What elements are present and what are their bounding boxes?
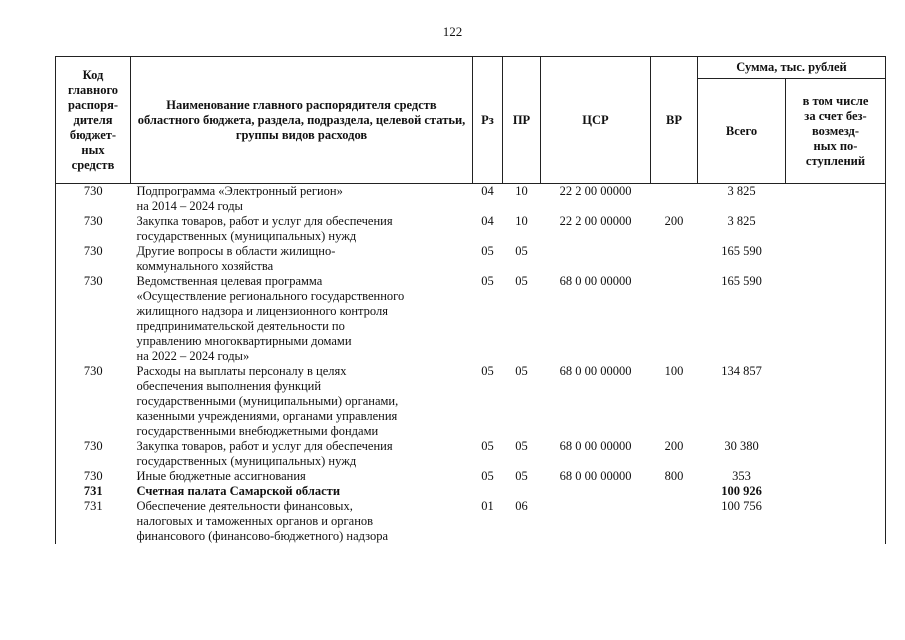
header-code: Код главного распоря- дителя бюджет- ных средств <box>56 57 131 184</box>
cell-vr: 100 <box>664 364 684 378</box>
cell-pr: 05 <box>515 274 528 288</box>
cell-pr: 05 <box>515 469 528 483</box>
table-row <box>56 274 886 364</box>
cell-total: 30 380 <box>724 439 759 453</box>
cell-code: 731 <box>56 499 131 544</box>
cell-rz: 05 <box>481 274 494 288</box>
cell-pr: 10 <box>515 214 528 228</box>
cell-vr <box>651 484 698 499</box>
table-row <box>56 214 886 244</box>
cell-total: 353 <box>732 469 751 483</box>
cell-including <box>786 214 886 244</box>
cell-code: 730 <box>56 184 131 215</box>
cell-csr: 68 0 00 00000 <box>559 274 632 288</box>
cell-csr <box>541 244 651 274</box>
header-sum: Сумма, тыс. рублей <box>698 57 886 79</box>
cell-total: 100 926 <box>721 484 762 498</box>
cell-including <box>786 439 886 469</box>
cell-name: Иные бюджетные ассигнования <box>136 469 306 483</box>
cell-including <box>786 274 886 364</box>
cell-csr: 68 0 00 00000 <box>559 439 632 453</box>
cell-vr: 800 <box>664 469 684 483</box>
cell-total: 3 825 <box>727 184 756 198</box>
header-pr: ПР <box>503 57 541 184</box>
cell-code: 730 <box>56 214 131 244</box>
cell-name: Ведомственная целевая программа «Осуществление регионального государственного жилищного надзора и лицензионного контроля предпринимательской деятельности по управлению многоквартирными домами на 2022 – 2024 годы» <box>136 274 405 363</box>
cell-vr: 200 <box>664 439 684 453</box>
table-row <box>56 439 886 469</box>
cell-csr <box>541 484 651 499</box>
cell-rz: 05 <box>481 244 494 258</box>
cell-total: 165 590 <box>721 244 762 258</box>
cell-name: Расходы на выплаты персоналу в целях обеспечения выполнения функций государственными (муниципальными) органами, казенными учреждениями, органами управления государственными внебюджетными фондами <box>136 364 399 438</box>
cell-name: Счетная палата Самарской области <box>136 484 341 498</box>
cell-total: 165 590 <box>721 274 762 288</box>
cell-total: 3 825 <box>727 214 756 228</box>
cell-including <box>786 184 886 215</box>
cell-including <box>786 244 886 274</box>
cell-name: Обеспечение деятельности финансовых, налоговых и таможенных органов и органов финансового (финансово-бюджетного) надзора <box>136 499 389 543</box>
header-name: Наименование главного распорядителя средств областного бюджета, раздела, подраздела, целевой статьи, группы видов расходов <box>131 57 473 184</box>
table-row <box>56 484 886 499</box>
cell-including <box>786 484 886 499</box>
header-vr: ВР <box>651 57 698 184</box>
cell-pr: 05 <box>515 244 528 258</box>
cell-name: Подпрограмма «Электронный регион» на 2014 – 2024 годы <box>136 184 343 213</box>
cell-pr: 05 <box>515 364 528 378</box>
cell-pr: 05 <box>515 439 528 453</box>
cell-csr: 22 2 00 00000 <box>559 214 632 228</box>
cell-vr: 200 <box>664 214 684 228</box>
cell-rz: 05 <box>481 439 494 453</box>
cell-vr <box>651 274 698 364</box>
header-total: Всего <box>698 79 786 184</box>
cell-rz: 04 <box>481 184 494 198</box>
table-body <box>56 184 886 545</box>
cell-code: 730 <box>56 364 131 439</box>
cell-vr <box>651 244 698 274</box>
cell-pr: 06 <box>515 499 528 513</box>
cell-including <box>786 499 886 544</box>
cell-vr <box>651 184 698 215</box>
cell-name: Закупка товаров, работ и услуг для обеспечения государственных (муниципальных) нужд <box>136 214 393 243</box>
cell-including <box>786 469 886 484</box>
table-row <box>56 184 886 215</box>
cell-name: Другие вопросы в области жилищно- коммунального хозяйства <box>136 244 336 273</box>
budget-table <box>55 56 886 544</box>
cell-code: 730 <box>56 469 131 484</box>
table-row <box>56 364 886 439</box>
cell-rz: 04 <box>481 214 494 228</box>
cell-including <box>786 364 886 439</box>
page-number: 122 <box>442 24 463 39</box>
header-including: в том числе за счет без- возмезд- ных по- ступлений <box>786 79 886 184</box>
table-row <box>56 499 886 544</box>
cell-rz: 05 <box>481 469 494 483</box>
cell-csr: 68 0 00 00000 <box>559 364 632 378</box>
cell-rz: 01 <box>481 499 494 513</box>
cell-code: 730 <box>56 439 131 469</box>
cell-code: 730 <box>56 274 131 364</box>
cell-pr: 10 <box>515 184 528 198</box>
cell-csr <box>541 499 651 544</box>
cell-csr: 22 2 00 00000 <box>559 184 632 198</box>
header-csr: ЦСР <box>541 57 651 184</box>
cell-vr <box>651 499 698 544</box>
cell-rz: 05 <box>481 364 494 378</box>
cell-rz <box>473 484 503 499</box>
cell-total: 134 857 <box>721 364 762 378</box>
table-row <box>56 244 886 274</box>
table-row <box>56 469 886 484</box>
cell-pr <box>503 484 541 499</box>
cell-name: Закупка товаров, работ и услуг для обеспечения государственных (муниципальных) нужд <box>136 439 393 468</box>
header-rz: Рз <box>473 57 503 184</box>
cell-csr: 68 0 00 00000 <box>559 469 632 483</box>
cell-code: 731 <box>56 484 131 499</box>
cell-total: 100 756 <box>721 499 762 513</box>
cell-code: 730 <box>56 244 131 274</box>
table-header <box>56 57 886 184</box>
